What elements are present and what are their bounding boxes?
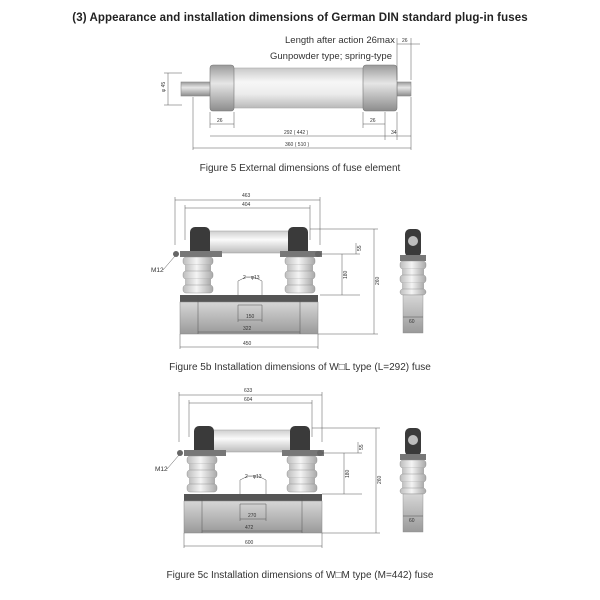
5c-left-contact-bar [184,450,226,456]
action-length-label: 26 [402,38,408,44]
5c-overall-label: 633 [244,388,253,394]
5b-upper-height-label: 55 [357,245,363,251]
5b-left-contact-bar [180,251,222,257]
5c-left-insulator [187,456,217,492]
5b-insulator-height-label: 180 [343,270,349,279]
cap-right-label: 26 [370,118,376,124]
figure-5c-drawing [0,382,600,557]
figure-5-caption: Figure 5 External dimensions of fuse element [199,163,401,174]
5b-base-width-label: 60 [409,319,415,325]
5b-base-label: 450 [243,341,252,347]
pin-length-label: 34 [391,130,397,136]
5c-base-plate-top [184,494,322,501]
5c-right-insulator [287,456,317,492]
overall-length-label: 360 ( 510 ) [285,142,310,148]
5b-contact-label: 404 [242,202,251,208]
5c-fuse-tube [204,430,302,452]
note-length-after-action: Length after action 26max [285,35,395,46]
diameter-label: φ 45 [161,81,167,92]
5b-total-height-label: 260 [375,276,381,285]
5c-insulator-span-label: 472 [245,525,254,531]
left-end-cap [210,65,234,111]
figure-5-fuse-element-drawing [0,0,600,160]
page-title: (3) Appearance and installation dimensions of German DIN standard plug-in fuses [72,12,528,24]
5c-thread-label: M12 [155,466,168,473]
5c-thread-leader [167,455,179,469]
5c-left-bolt [177,450,183,456]
5b-thread-leader [163,256,175,270]
5b-insulator-span-label: 322 [243,326,252,332]
cap-left-label: 26 [217,118,223,124]
5b-hole-label: 2－φ13 [243,275,260,281]
figure-5b-caption: Figure 5b Installation dimensions of W□L type (L=292) fuse [169,362,431,373]
5c-base-width-label: 60 [409,518,415,524]
figure-5b-drawing [0,185,600,360]
figure-5c-caption: Figure 5c Installation dimensions of W□M type (M=442) fuse [166,570,434,581]
5c-total-height-label: 260 [377,475,383,484]
5b-left-insulator [183,257,213,293]
action-length-dimension [397,38,420,80]
5b-fuse-tube [200,231,300,253]
left-contact-pin [181,82,212,96]
5c-upper-height-label: 55 [359,444,365,450]
5c-slot-label: 270 [248,513,257,519]
5c-insulator-height-label: 180 [345,469,351,478]
right-contact-pin [397,82,411,96]
5b-overall-label: 463 [242,193,251,199]
right-end-cap [363,65,397,111]
5c-hole-label: 2－φ13 [245,474,262,480]
5b-base-plate-top [180,295,318,302]
5b-left-bolt [173,251,179,257]
body-length-label: 292 ( 442 ) [284,130,309,136]
5b-right-insulator [285,257,315,293]
5b-thread-label: M12 [151,267,164,274]
fuse-tube [232,68,364,108]
5c-side-view [400,428,426,532]
5b-slot-label: 150 [246,314,255,320]
5b-side-view [400,229,426,333]
5c-base-label: 600 [245,540,254,546]
note-fuse-type: Gunpowder type; spring-type [270,51,392,62]
5c-contact-label: 604 [244,397,253,403]
